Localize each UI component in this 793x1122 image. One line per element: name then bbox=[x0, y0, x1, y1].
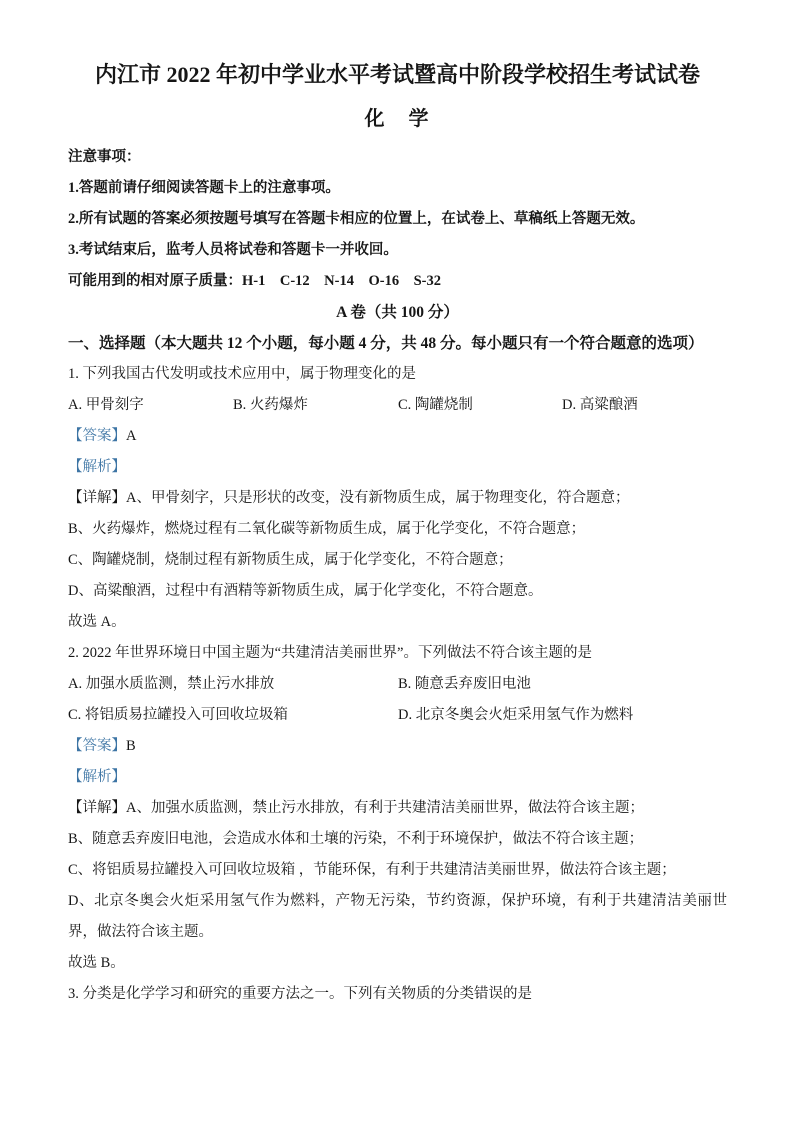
question-1-answer-line bbox=[68, 421, 727, 452]
question-1-detail-c: C、陶罐烧制，烧制过程有新物质生成，属于化学变化，不符合题意； bbox=[68, 552, 513, 568]
question-2-stem: 2. 2022 年世界环境日中国主题为“共建清洁美丽世界”。下列做法不符合该主题的是 bbox=[68, 645, 592, 661]
question-1-detail-b: B、火药爆炸，燃烧过程有二氧化碳等新物质生成，属于化学变化，不符合题意； bbox=[68, 521, 586, 537]
question-2-options-row-2 bbox=[68, 700, 727, 731]
question-1-options bbox=[68, 390, 727, 421]
question-3 bbox=[68, 979, 727, 1010]
question-1-option-a: A. 甲骨刻字 bbox=[68, 397, 144, 413]
notice-item-3: 3.考试结束后，监考人员将试卷和答题卡一并收回。 bbox=[68, 242, 398, 258]
part1-heading: 一、选择题（本大题共 12 个小题，每小题 4 分，共 48 分。每小题只有一个符合题意的选项） bbox=[68, 335, 704, 352]
question-1-option-b: B. 火药爆炸 bbox=[233, 397, 308, 413]
question-2-option-a: A. 加强水质监测，禁止污水排放 bbox=[68, 676, 275, 692]
question-2-detail-a bbox=[68, 793, 727, 824]
notice-item-2: 2.所有试题的答案必须按题号填写在答题卡相应的位置上，在试卷上、草稿纸上答题无效。 bbox=[68, 211, 645, 227]
answer-label: 【答案】 bbox=[68, 738, 126, 754]
question-1-stem: 1. 下列我国古代发明或技术应用中，属于物理变化的是 bbox=[68, 366, 416, 382]
question-1 bbox=[68, 359, 727, 638]
question-1-answer-value: A bbox=[126, 428, 137, 444]
question-2-conclusion: 故选 B。 bbox=[68, 955, 125, 971]
question-2-answer-value: B bbox=[126, 738, 136, 754]
question-2-detail-b: B、随意丢弃废旧电池，会造成水体和土壤的污染，不利于环境保护，做法不符合该主题； bbox=[68, 831, 644, 847]
question-1-detail-d: D、高粱酿酒，过程中有酒精等新物质生成，属于化学变化，不符合题意。 bbox=[68, 583, 543, 599]
answer-label: 【答案】 bbox=[68, 428, 126, 444]
section-a-heading: A 卷（共 100 分） bbox=[336, 304, 459, 321]
notice-item-1: 1.答题前请仔细阅读答题卡上的注意事项。 bbox=[68, 180, 340, 196]
question-2-detail-c: C、将铝质易拉罐投入可回收垃圾箱 ，节能环保，有利于共建清洁美丽世界，做法符合该主题； bbox=[68, 862, 676, 878]
question-2 bbox=[68, 638, 727, 979]
question-2-options-row-1 bbox=[68, 669, 727, 700]
question-1-option-c: C. 陶罐烧制 bbox=[398, 397, 473, 413]
question-2-detail-d: D、北京冬奥会火炬采用氢气作为燃料，产物无污染，节约资源，保护环境，有利于共建清洁美丽世界，做法符合该主题。 bbox=[68, 893, 727, 940]
page-title: 内江市 2022 年初中学业水平考试暨高中阶段学校招生考试试卷 bbox=[94, 62, 700, 87]
subject-title: 化 学 bbox=[364, 108, 431, 130]
question-2-option-c: C. 将铝质易拉罐投入可回收垃圾箱 bbox=[68, 707, 288, 723]
question-1-detail-a bbox=[68, 483, 727, 514]
question-2-answer-line bbox=[68, 731, 727, 762]
question-1-conclusion: 故选 A。 bbox=[68, 614, 126, 630]
question-1-option-d: D. 高粱酿酒 bbox=[562, 397, 638, 413]
question-1-analysis-line bbox=[68, 452, 727, 483]
detail-text: A、加强水质监测，禁止污水排放，有利于共建清洁美丽世界，做法符合该主题； bbox=[126, 800, 644, 816]
question-3-stem: 3. 分类是化学学习和研究的重要方法之一。下列有关物质的分类错误的是 bbox=[68, 986, 532, 1002]
analysis-label: 【解析】 bbox=[68, 459, 126, 475]
atomic-masses-line: 可能用到的相对原子质量：H-1 C-12 N-14 O-16 S-32 bbox=[68, 273, 441, 289]
analysis-label: 【解析】 bbox=[68, 769, 126, 785]
question-2-option-d: D. 北京冬奥会火炬采用氢气作为燃料 bbox=[398, 707, 634, 723]
detail-label: 【详解】 bbox=[68, 800, 126, 816]
question-2-option-b: B. 随意丢弃废旧电池 bbox=[398, 676, 531, 692]
question-2-analysis-line bbox=[68, 762, 727, 793]
notice-heading: 注意事项： bbox=[68, 149, 141, 165]
detail-label: 【详解】 bbox=[68, 490, 126, 506]
detail-text: A、甲骨刻字，只是形状的改变，没有新物质生成，属于物理变化，符合题意； bbox=[126, 490, 630, 506]
